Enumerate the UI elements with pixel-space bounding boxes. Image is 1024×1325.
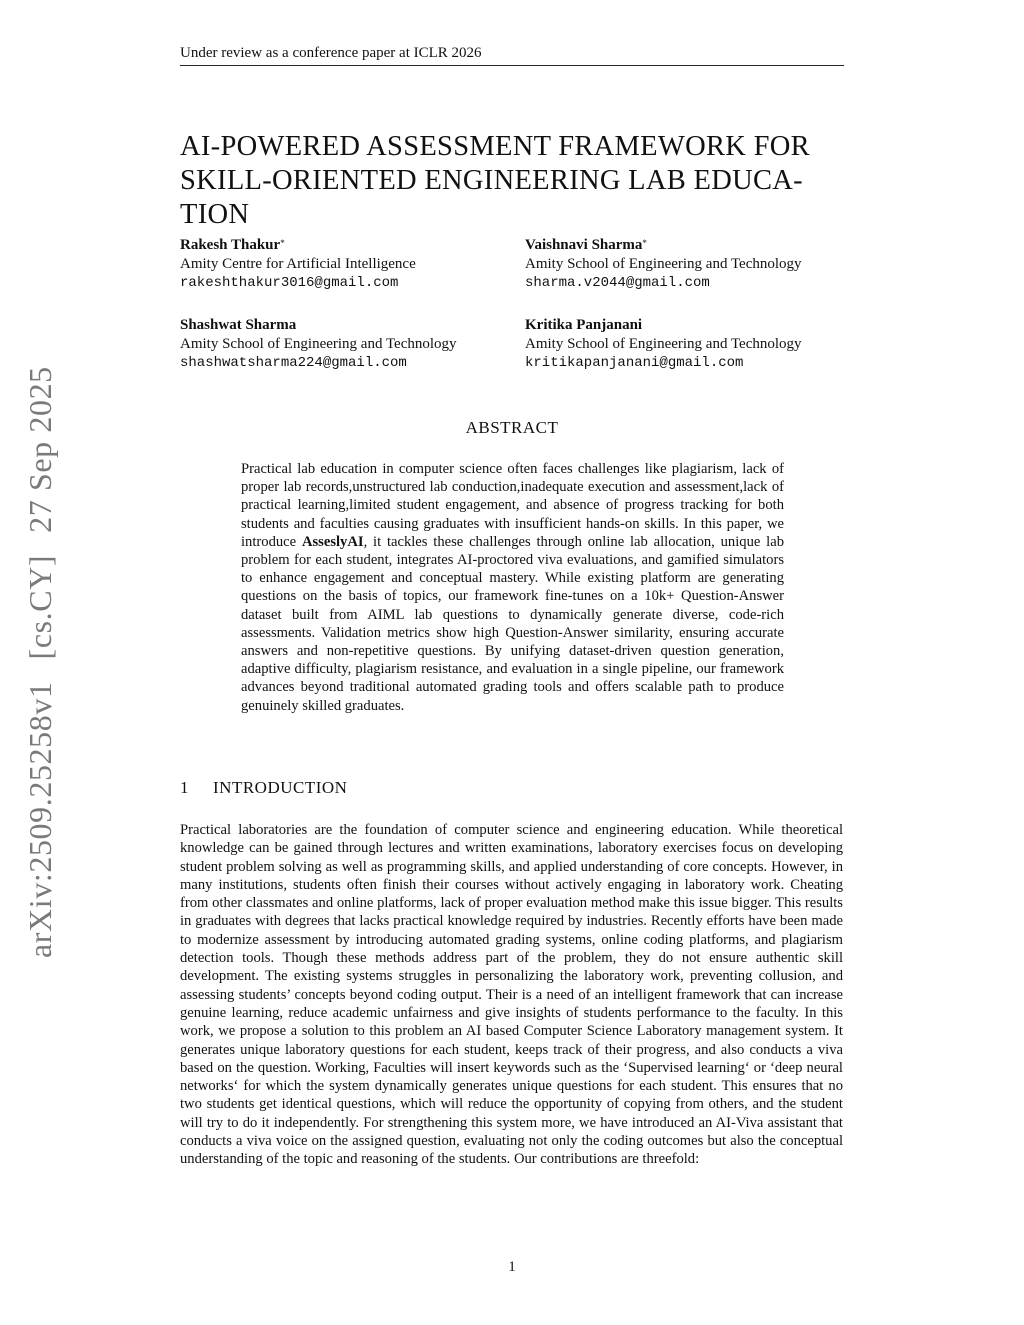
- author-email: sharma.v2044@gmail.com: [525, 275, 710, 291]
- author-block: [180, 236, 416, 293]
- abstract-heading: ABSTRACT: [465, 418, 559, 437]
- author-email: rakeshthakur3016@gmail.com: [180, 275, 399, 291]
- author-affiliation: Amity School of Engineering and Technology: [180, 336, 457, 352]
- equal-contribution-mark: *: [642, 238, 647, 248]
- section-title: INTRODUCTION: [213, 778, 348, 797]
- abstract-body: Practical lab education in computer science often faces challenges like plagiarism, lack of proper lab records,unstructured lab conduction,inadequate execution and assessment,lack of practical learning,limited student engagement, and absence of progress tracking for both students and faculties causing graduates with insufficient hands-on skills. In this paper, we introduce AsseslyAI, it tackles these challenges through online lab allocation, unique lab problem for each student, integrates AI-proctored viva evaluations, and gamified simulators to enhance engagement and conceptual mastery. While existing platform are generating questions on the basis of topics, our framework fine-tunes on a 10k+ Question-Answer dataset built from AIML lab questions to dynamically generate diverse, code-rich assessments. Validation metrics show high Question-Answer similarity, ensuring accurate answers and non-repetitive questions. By unifying dataset-driven question generation, adaptive difficulty, plagiarism resistance, and evaluation in a single pipeline, our framework advances beyond traditional automated grading tools and offers scalable path to produce genuinely skilled graduates.: [241, 461, 785, 714]
- equal-contribution-mark: *: [280, 238, 285, 248]
- introduction-body: Practical laboratories are the foundation of computer science and engineering education. While theoretical knowledge can be gained through lectures and written examinations, laboratory exercises focus on developing student problem solving as well as programming skills, and applied understanding of core concepts. However, in many institutions, students often finish their courses without actively engaging in laboratory work. Cheating from other classmates and online platforms, lack of proper evaluation method make this issue bigger. This results in graduates with degrees that lacks practical knowledge required by industries. Recently efforts have been made to modernize assessment by introducing automated grading systems, online coding platforms, and plagiarism detection tools. Though these methods address part of the problem, they do not ensure authentic skill development. The existing systems struggles in personalizing the laboratory work, preventing collusion, and assessing students’ concepts beyond coding output. Their is a need of an intelligent framework that can increase genuine learning, reduce academic unfairness and give insights of students performance to the faculty. In this work, we propose a solution to this problem an AI based Computer Science Laboratory management system. It generates unique laboratory questions for each student, keeps track of their progress, and also conducts a viva based on the question. Working, Faculties will insert keywords such as the ‘Supervised learning‘ or ‘deep neural networks‘ for which the system dynamically generates unique questions for each student. This ensures that no two students get identical questions, which will reduce the opportunity of copying from others, and the student will try to do it independently. For strengthening this system more, we have introduced an AI-Viva assistant that conducts a viva voice on the assigned question, evaluating not only the coding outcomes but also the conceptual understanding of the topic and reasoning of the students. Our contributions are threefold:: [180, 822, 843, 1168]
- running-header: Under review as a conference paper at ICLR 2026: [180, 44, 844, 66]
- author-name: Shashwat Sharma: [180, 317, 297, 333]
- page-number: 1: [508, 1259, 516, 1275]
- title-line-3: TION: [180, 199, 250, 230]
- arxiv-sidebar-stamp: [22, 366, 59, 958]
- author-block: [525, 236, 802, 293]
- arxiv-id: arXiv:2509.25258v1: [22, 681, 58, 958]
- section-number: 1: [180, 778, 189, 797]
- author-block: [525, 316, 802, 373]
- author-block: [180, 316, 457, 373]
- author-affiliation: Amity School of Engineering and Technology: [525, 336, 802, 352]
- author-affiliation: Amity Centre for Artificial Intelligence: [180, 256, 416, 272]
- paper-title: [180, 130, 860, 232]
- arxiv-date: 27 Sep 2025: [22, 366, 58, 533]
- author-email: kritikapanjanani@gmail.com: [525, 355, 744, 371]
- section-heading-introduction: [180, 778, 347, 798]
- system-name: AsseslyAI: [301, 533, 364, 550]
- author-email: shashwatsharma224@gmail.com: [180, 355, 407, 371]
- author-name: Rakesh Thakur*: [180, 237, 285, 253]
- author-name: Kritika Panjanani: [525, 317, 643, 333]
- title-line-1: AI-POWERED ASSESSMENT FRAMEWORK FOR: [180, 131, 810, 162]
- title-line-2: SKILL-ORIENTED ENGINEERING LAB EDUCA-: [180, 165, 803, 196]
- author-name: Vaishnavi Sharma*: [525, 237, 647, 253]
- arxiv-category: [cs.CY]: [22, 554, 58, 660]
- author-affiliation: Amity School of Engineering and Technology: [525, 256, 802, 272]
